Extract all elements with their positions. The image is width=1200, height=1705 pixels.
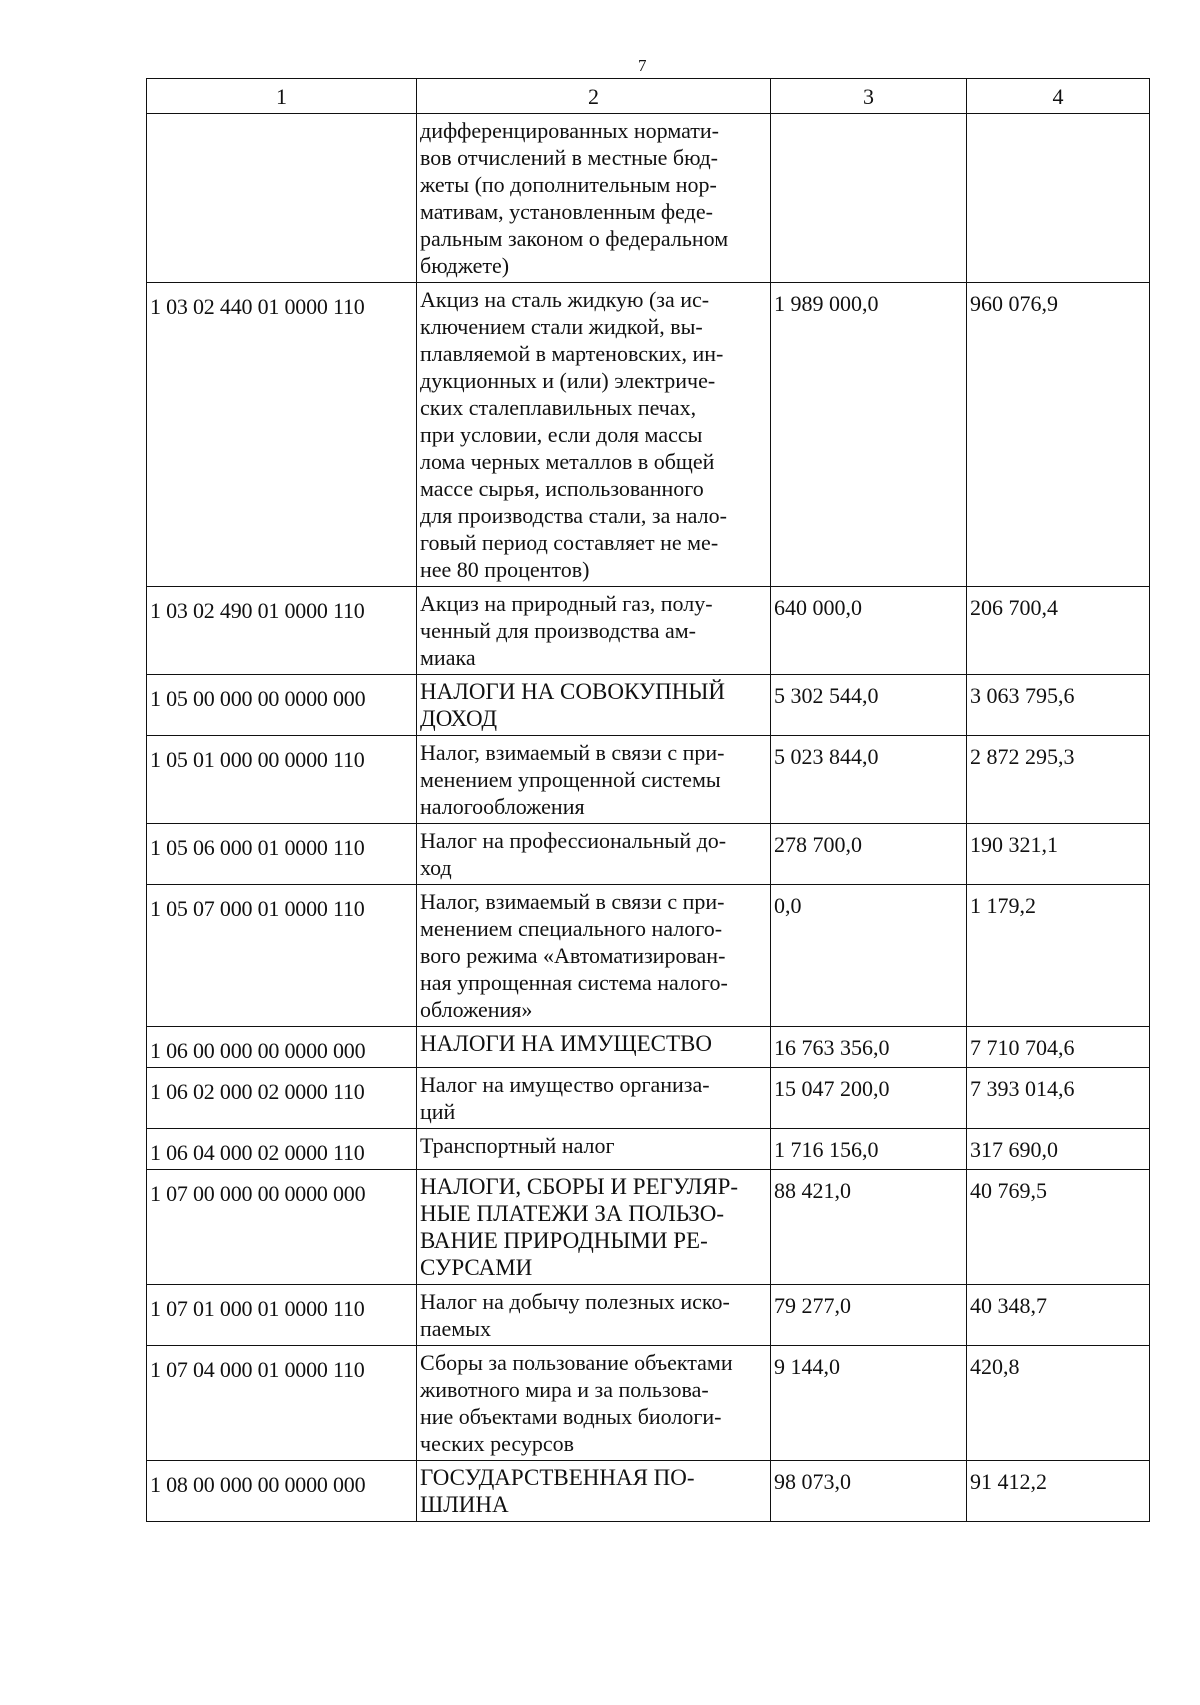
row-code: 1 05 00 000 00 0000 000	[147, 675, 417, 736]
row-name-line: Налог, взимаемый в связи с при-	[420, 740, 725, 765]
row-name-line: ченный для производства ам-	[420, 618, 697, 643]
row-plan-value: 278 700,0	[771, 824, 967, 885]
row-code: 1 03 02 440 01 0000 110	[147, 283, 417, 587]
row-code: 1 05 07 000 01 0000 110	[147, 885, 417, 1027]
row-name-line: менением упрощенной системы	[420, 767, 721, 792]
row-name	[417, 1285, 771, 1346]
row-name-line: менением специального налого-	[420, 916, 723, 941]
table-row	[147, 1170, 1150, 1285]
table-row	[147, 283, 1150, 587]
row-name-line: НАЛОГИ НА ИМУЩЕСТВО	[420, 1031, 712, 1056]
table-row	[147, 1461, 1150, 1522]
row-name-line: ход	[420, 855, 452, 880]
table-row	[147, 824, 1150, 885]
table-row	[147, 1068, 1150, 1129]
row-plan-value: 9 144,0	[771, 1346, 967, 1461]
row-code: 1 08 00 000 00 0000 000	[147, 1461, 417, 1522]
row-name-line: ключением стали жидкой, вы-	[420, 314, 703, 339]
row-name	[417, 587, 771, 675]
row-fact-value: 190 321,1	[967, 824, 1150, 885]
row-name-line: Сборы за пользование объектами	[420, 1350, 733, 1375]
row-code	[147, 114, 417, 283]
table-row	[147, 736, 1150, 824]
table-row	[147, 1285, 1150, 1346]
row-code: 1 03 02 490 01 0000 110	[147, 587, 417, 675]
row-name-line: СУРСАМИ	[420, 1255, 533, 1280]
table-row	[147, 114, 1150, 283]
table-row	[147, 587, 1150, 675]
row-name	[417, 114, 771, 283]
row-plan-value: 79 277,0	[771, 1285, 967, 1346]
row-plan-value	[771, 114, 967, 283]
table-header	[147, 79, 1150, 114]
row-name-line: ДОХОД	[420, 706, 498, 731]
row-name-line: животного мира и за пользова-	[420, 1377, 709, 1402]
row-name-line: Акциз на природный газ, полу-	[420, 591, 713, 616]
row-plan-value: 0,0	[771, 885, 967, 1027]
row-fact-value: 420,8	[967, 1346, 1150, 1461]
row-code: 1 07 01 000 01 0000 110	[147, 1285, 417, 1346]
row-plan-value: 98 073,0	[771, 1461, 967, 1522]
row-name-line: ческих ресурсов	[420, 1431, 575, 1456]
row-name	[417, 1027, 771, 1068]
row-name	[417, 1068, 771, 1129]
row-fact-value: 1 179,2	[967, 885, 1150, 1027]
row-plan-value: 15 047 200,0	[771, 1068, 967, 1129]
row-name	[417, 675, 771, 736]
row-code: 1 06 00 000 00 0000 000	[147, 1027, 417, 1068]
row-name-line: вов отчислений в местные бюд-	[420, 145, 718, 170]
table-row	[147, 675, 1150, 736]
row-fact-value: 317 690,0	[967, 1129, 1150, 1170]
row-name	[417, 824, 771, 885]
row-name-line: нее 80 процентов)	[420, 557, 590, 582]
row-name-line: дифференцированных нормати-	[420, 118, 720, 143]
row-name	[417, 1461, 771, 1522]
row-fact-value: 40 348,7	[967, 1285, 1150, 1346]
row-name-line: массе сырья, использованного	[420, 476, 704, 501]
budget-revenue-table	[146, 78, 1150, 1522]
row-name-line: ГОСУДАРСТВЕННАЯ ПО-	[420, 1465, 695, 1490]
header-col-3: 3	[771, 79, 967, 114]
header-col-1: 1	[147, 79, 417, 114]
table-row	[147, 1129, 1150, 1170]
row-fact-value	[967, 114, 1150, 283]
row-name-line: лома черных металлов в общей	[420, 449, 715, 474]
row-fact-value: 960 076,9	[967, 283, 1150, 587]
row-name-line: ная упрощенная система налого-	[420, 970, 728, 995]
row-name-line: ние объектами водных биологи-	[420, 1404, 722, 1429]
row-name-line: обложения»	[420, 997, 533, 1022]
row-code: 1 06 04 000 02 0000 110	[147, 1129, 417, 1170]
row-name-line: Налог на добычу полезных иско-	[420, 1289, 730, 1314]
row-name-line: при условии, если доля массы	[420, 422, 703, 447]
page-number: 7	[638, 56, 647, 75]
row-fact-value: 40 769,5	[967, 1170, 1150, 1285]
row-name	[417, 1170, 771, 1285]
row-name-line: ских сталеплавильных печах,	[420, 395, 697, 420]
row-code: 1 07 04 000 01 0000 110	[147, 1346, 417, 1461]
row-name-line: жеты (по дополнительным нор-	[420, 172, 717, 197]
row-name	[417, 736, 771, 824]
row-plan-value: 1 716 156,0	[771, 1129, 967, 1170]
row-name-line: бюджете)	[420, 253, 510, 278]
row-plan-value: 16 763 356,0	[771, 1027, 967, 1068]
row-name-line: дукционных и (или) электриче-	[420, 368, 716, 393]
row-name-line: для производства стали, за нало-	[420, 503, 727, 528]
row-name-line: ций	[420, 1099, 456, 1124]
row-fact-value: 7 710 704,6	[967, 1027, 1150, 1068]
row-fact-value: 91 412,2	[967, 1461, 1150, 1522]
row-name-line: вого режима «Автоматизирован-	[420, 943, 726, 968]
row-fact-value: 206 700,4	[967, 587, 1150, 675]
row-name-line: НЫЕ ПЛАТЕЖИ ЗА ПОЛЬЗО-	[420, 1201, 725, 1226]
table-row	[147, 1346, 1150, 1461]
row-name-line: НАЛОГИ НА СОВОКУПНЫЙ	[420, 679, 726, 704]
row-name-line: ШЛИНА	[420, 1492, 509, 1517]
row-name-line: Транспортный налог	[420, 1133, 615, 1158]
row-name-line: НАЛОГИ, СБОРЫ И РЕГУЛЯР-	[420, 1174, 739, 1199]
row-name-line: Налог на профессиональный до-	[420, 828, 727, 853]
row-name-line: Акциз на сталь жидкую (за ис-	[420, 287, 710, 312]
row-name-line: Налог на имущество организа-	[420, 1072, 710, 1097]
row-name-line: говый период составляет не ме-	[420, 530, 719, 555]
row-fact-value: 2 872 295,3	[967, 736, 1150, 824]
row-fact-value: 3 063 795,6	[967, 675, 1150, 736]
row-code: 1 05 01 000 00 0000 110	[147, 736, 417, 824]
row-name-line: ВАНИЕ ПРИРОДНЫМИ РЕ-	[420, 1228, 708, 1253]
header-col-2: 2	[417, 79, 771, 114]
row-name	[417, 1346, 771, 1461]
row-name	[417, 885, 771, 1027]
row-name-line: плавляемой в мартеновских, ин-	[420, 341, 724, 366]
table-row	[147, 885, 1150, 1027]
row-plan-value: 5 302 544,0	[771, 675, 967, 736]
row-code: 1 06 02 000 02 0000 110	[147, 1068, 417, 1129]
row-name-line: налогообложения	[420, 794, 585, 819]
row-name-line: мативам, установленным феде-	[420, 199, 713, 224]
row-plan-value: 640 000,0	[771, 587, 967, 675]
row-name-line: паемых	[420, 1316, 492, 1341]
header-row	[147, 79, 1150, 114]
row-fact-value: 7 393 014,6	[967, 1068, 1150, 1129]
row-name-line: ральным законом о федеральном	[420, 226, 729, 251]
row-code: 1 07 00 000 00 0000 000	[147, 1170, 417, 1285]
row-plan-value: 1 989 000,0	[771, 283, 967, 587]
row-name	[417, 1129, 771, 1170]
row-code: 1 05 06 000 01 0000 110	[147, 824, 417, 885]
row-plan-value: 5 023 844,0	[771, 736, 967, 824]
table-row	[147, 1027, 1150, 1068]
table-body	[147, 114, 1150, 1522]
header-col-4: 4	[967, 79, 1150, 114]
row-name-line: миака	[420, 645, 476, 670]
row-plan-value: 88 421,0	[771, 1170, 967, 1285]
row-name-line: Налог, взимаемый в связи с при-	[420, 889, 725, 914]
row-name	[417, 283, 771, 587]
